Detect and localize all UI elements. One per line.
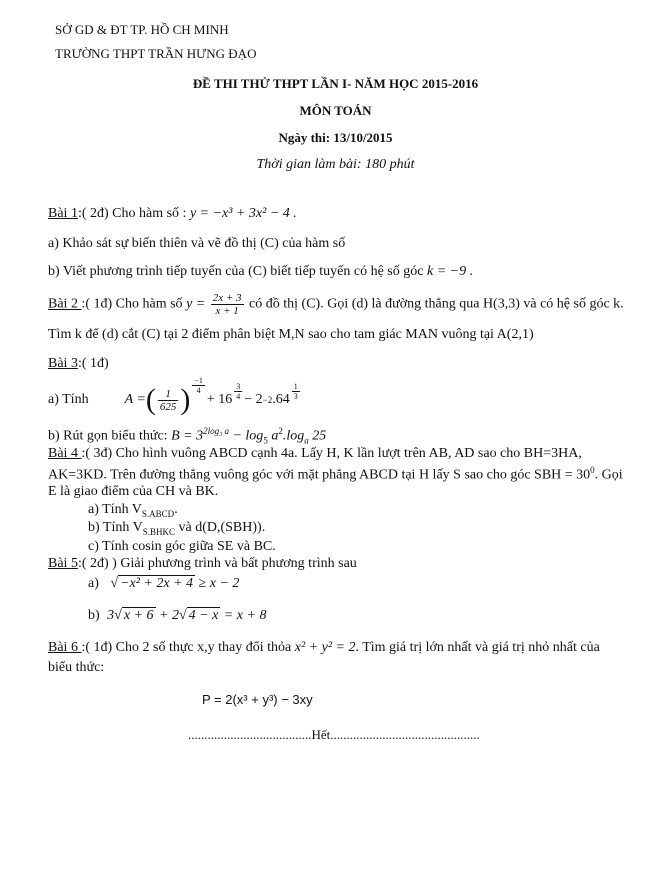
exponent-denominator: 4	[196, 386, 201, 395]
problem-6-condition: x² + y² = 2	[294, 640, 356, 655]
exponent-64	[292, 382, 300, 401]
problem-5-part-b	[88, 608, 266, 624]
problem-3-part-b-text: b) Rút gọn biểu thức:	[48, 428, 172, 444]
right-paren: )	[180, 383, 191, 416]
problem-1-statement	[48, 206, 297, 222]
problem-4-part-b-end: và d(D,(SBH)).	[174, 520, 266, 535]
expr-b-a: a	[267, 428, 279, 444]
problem-2-y: y =	[186, 296, 206, 312]
footer-end-text: Hết	[311, 727, 331, 742]
problem-4-intro: :( 3đ) Cho hình vuông ABCD cạnh 4a. Lấy H, K lần lượt trên AB, AD sao cho BH=3HA,	[81, 446, 582, 461]
exam-date: Ngày thi: 13/10/2015	[278, 130, 393, 145]
problem-3-part-b	[48, 426, 326, 445]
radicand-2: 4 − x	[188, 608, 219, 623]
expr-b-log2-base: a	[304, 435, 309, 446]
problem-5-header	[48, 556, 357, 572]
problem-4-line-2-text: AK=3KD. Trên đường thẳng vuông góc với mặt phẳng ABCD tại H lấy S sao cho góc SBH = 30	[48, 467, 591, 483]
problem-4-part-c: c) Tính cosin góc giữa SE và BC.	[88, 539, 276, 554]
term-64: .64	[272, 392, 290, 407]
sqrt-sign: √	[178, 608, 187, 623]
term-16: + 16	[206, 392, 233, 407]
degree-mark: 0	[590, 465, 595, 475]
expr-b-a-exp: 2	[278, 426, 283, 436]
footer-end-line	[188, 727, 480, 743]
exam-duration: Thời gian làm bài: 180 phút	[256, 157, 415, 172]
exponent-64-denominator: 3	[293, 392, 298, 401]
radicand-1: x + 6	[123, 608, 154, 623]
expr-b-base: B = 3	[171, 428, 204, 444]
problem-2-label: Bài 2	[48, 296, 82, 312]
problem-2-intro: :( 1đ) Cho hàm số	[81, 296, 187, 312]
problem-3-label: Bài 3	[48, 356, 78, 371]
problem-5-intro: :( 2đ) ) Giải phương trình và bất phương trình sau	[77, 556, 357, 571]
problem-3-var-a: A =	[124, 392, 146, 407]
problem-4-line-2	[48, 465, 623, 484]
exam-title: ĐỀ THI THỬ THPT LẦN I- NĂM HỌC 2015-2016	[192, 76, 479, 91]
problem-1-label: Bài 1	[48, 206, 78, 221]
problem-5-inequality: ≥ x − 2	[195, 576, 240, 591]
problem-3-exponent	[192, 376, 205, 395]
problem-4-part-b	[88, 520, 265, 537]
problem-3-fraction	[158, 388, 179, 413]
coef-2: + 2	[155, 608, 179, 623]
problem-4-part-a-text: a) Tính V	[88, 502, 142, 517]
expr-b-exp: 2log₃ a	[203, 426, 229, 436]
footer-dots-left: ......................................	[188, 727, 312, 742]
school-header: TRƯỜNG THPT TRẦN HƯNG ĐẠO	[55, 46, 257, 61]
subject-title: MÔN TOÁN	[299, 103, 372, 118]
problem-1-intro: :( 2đ) Cho hàm số :	[77, 206, 190, 221]
problem-6-expression: P = 2(x³ + y³) − 3xy	[202, 692, 313, 707]
problem-2-denominator: x + 1	[215, 305, 239, 317]
problem-6-intro: :( 1đ) Cho 2 số thực x,y thay đổi thỏa	[81, 640, 295, 655]
problem-3-denominator: 625	[159, 400, 177, 413]
problem-1-part-b	[48, 264, 473, 280]
problem-1-slope: k = −9 .	[426, 264, 474, 279]
problem-6-line-2: biểu thức:	[48, 660, 105, 675]
problem-4-part-a-sub: S.ABCD	[141, 508, 175, 519]
expr-b-log2: .log	[282, 428, 305, 444]
problem-4-part-a-end: .	[174, 502, 178, 517]
problem-1-part-a: a) Khảo sát sự biến thiên và vẽ đồ thị (C) của hàm số	[48, 236, 346, 251]
term-2: − 2	[244, 392, 263, 407]
exponent-64-numerator: 1	[293, 382, 298, 391]
problem-1-function: y = −x³ + 3x² − 4 .	[189, 206, 297, 221]
problem-2-numerator: 2x + 3	[212, 292, 242, 304]
problem-4-line-2-end: . Gọi	[594, 467, 623, 483]
problem-3-part-a-label: a) Tính	[48, 392, 89, 407]
problem-6-label: Bài 6	[48, 640, 82, 655]
problem-5-radicand: −x² + 2x + 4	[120, 576, 194, 591]
problem-1-part-b-text: b) Viết phương trình tiếp tuyến của (C) biết tiếp tuyến có hệ số góc	[48, 264, 427, 279]
problem-5-label: Bài 5	[48, 556, 78, 571]
expr-b-log-base: 5	[263, 435, 268, 446]
problem-3-numerator: 1	[158, 388, 179, 401]
exponent-2: −2	[262, 395, 273, 405]
problem-4-part-b-text: b) Tính V	[88, 520, 143, 535]
expr-b-log: − log	[228, 428, 264, 444]
problem-4-part-b-sub: S.BHKC	[142, 526, 175, 537]
exponent-16-denominator: 4	[236, 392, 241, 401]
problem-5-part-a	[88, 576, 239, 592]
problem-2-line-2: Tìm k để (d) cắt (C) tại 2 điểm phân biệt M,N sao cho tam giác MAN vuông tại A(2,1)	[48, 327, 534, 342]
problem-6-line-1	[48, 640, 600, 656]
problem-4-line-1	[48, 446, 582, 462]
problem-4-label: Bài 4	[48, 446, 82, 461]
sqrt-sign: √	[114, 608, 122, 623]
expr-b-25: 25	[308, 428, 327, 444]
problem-2-rest: có đồ thị (C). Gọi (d) là đường thẳng qua H(3,3) và có hệ số góc k.	[245, 296, 624, 312]
problem-3-intro: :( 1đ)	[77, 356, 109, 371]
exponent-16-numerator: 3	[236, 382, 241, 391]
problem-3-header	[48, 356, 109, 372]
problem-2-fraction	[211, 292, 244, 317]
department-header: SỞ GD & ĐT TP. HỒ CH MINH	[55, 22, 229, 37]
left-paren: (	[145, 383, 156, 416]
problem-5-part-b-label: b)	[88, 608, 100, 623]
problem-4-line-3: E là giao điểm của CH và BK.	[48, 484, 219, 499]
problem-4-part-a	[88, 502, 178, 519]
exponent-16	[234, 382, 242, 401]
equation-rhs: = x + 8	[220, 608, 267, 623]
footer-dots-right: ..............................................	[330, 727, 480, 742]
problem-2-statement	[48, 292, 624, 317]
coef-3: 3	[107, 608, 115, 623]
problem-3-part-a	[48, 378, 302, 422]
exponent-numerator: −1	[194, 376, 203, 385]
sqrt-sign: √	[110, 576, 119, 591]
problem-6-rest: . Tìm giá trị lớn nhất và giá trị nhỏ nhất của	[355, 640, 600, 655]
problem-5-part-a-label: a)	[88, 576, 99, 591]
